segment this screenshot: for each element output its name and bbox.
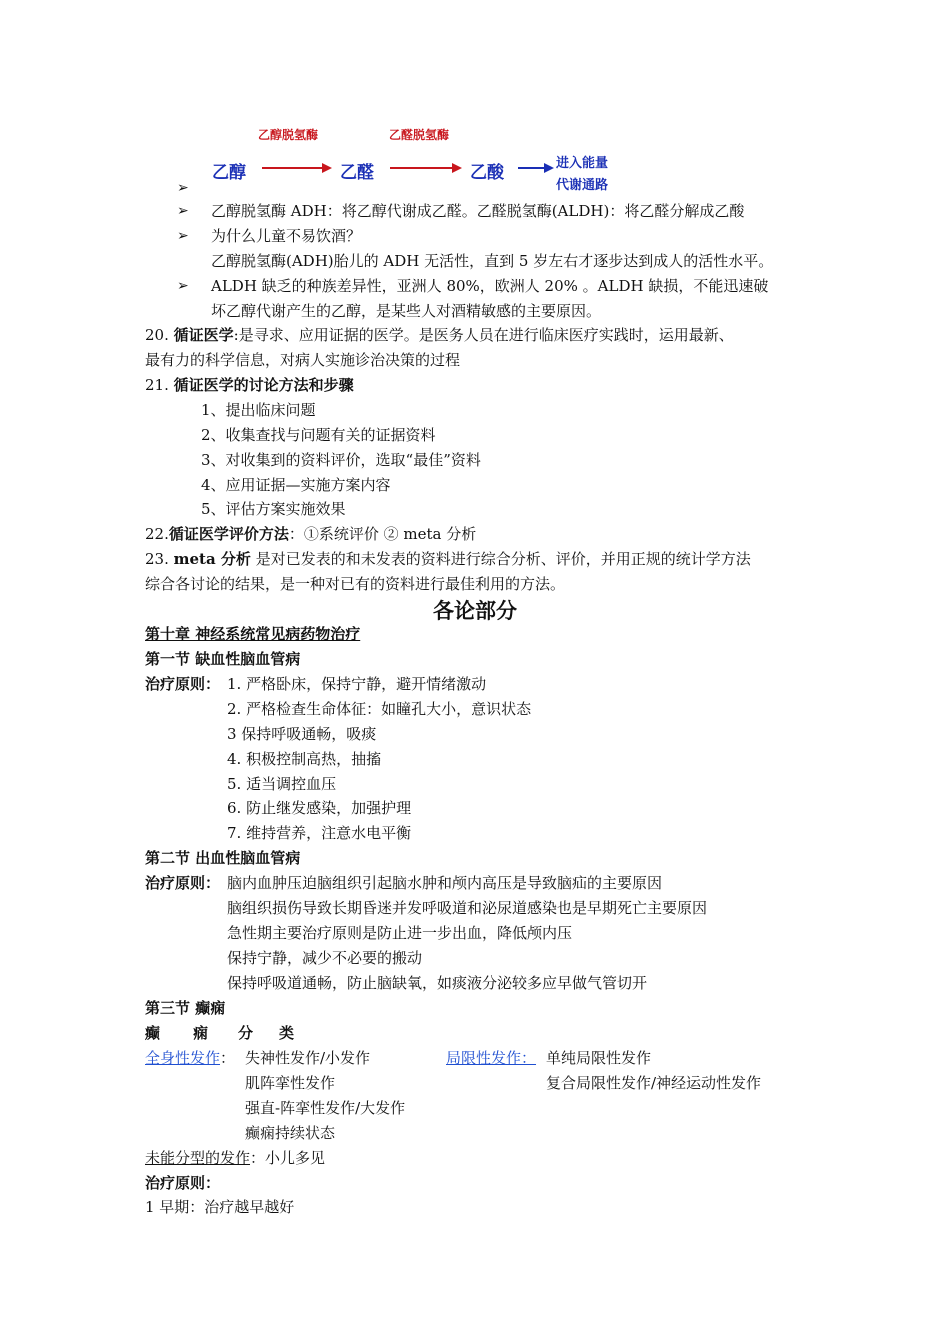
item-21-number: 21. <box>145 376 169 394</box>
item-23-line1 <box>145 549 751 569</box>
general-seizure-link[interactable]: 全身性发作 <box>145 1049 221 1067</box>
unclassified-seizure <box>145 1148 325 1168</box>
section-3-title: 第三节 癫痫 <box>145 999 226 1017</box>
general-seizure-item: 失神性发作/小发作 <box>245 1049 371 1067</box>
partial-seizure-item: 复合局限性发作/神经运动性发作 <box>546 1074 762 1092</box>
item-21-step: 2、收集查找与问题有关的证据资料 <box>201 426 436 444</box>
bullet-text: 坏乙醇代谢产生的乙醇，是某些人对酒精敏感的主要原因。 <box>211 302 602 320</box>
section-1-item: 4. 积极控制高热，抽搐 <box>227 750 382 768</box>
diagram-step-acetaldehyde: 乙醛 <box>340 163 374 183</box>
section-1-item: 6. 防止继发感染，加强护理 <box>227 799 412 817</box>
item-21-heading <box>145 375 354 395</box>
item-20-line2: 最有力的科学信息，对病人实施诊治决策的过程 <box>145 351 461 369</box>
item-21-step: 1、提出临床问题 <box>201 401 316 419</box>
item-23-number: 23. <box>145 550 169 568</box>
partial-seizure-link[interactable]: 局限性发作： <box>446 1049 537 1067</box>
arrow-bullet-icon: ➢ <box>177 228 189 244</box>
bullet-text: 乙醇脱氢酶(ADH)胎儿的 ADH 无活性，直到 5 岁左右才逐步达到成人的活性水平。 <box>211 252 774 270</box>
section-1-title: 第一节 缺血性脑血管病 <box>145 650 301 668</box>
item-22-title: 循证医学评价方法 <box>168 525 289 543</box>
general-seizure-item: 强直-阵挛性发作/大发作 <box>245 1099 406 1117</box>
general-seizure-item: 癫痫持续状态 <box>245 1124 336 1142</box>
item-22-number: 22. <box>145 525 169 543</box>
section-3-treat-label: 治疗原则： <box>145 1174 221 1192</box>
section-1-item: 5. 适当调控血压 <box>227 775 337 793</box>
general-seizure-colon: ： <box>220 1049 236 1067</box>
item-20-number: 20. <box>145 326 169 344</box>
section-2-label: 治疗原则： <box>145 874 221 892</box>
diagram-end-line2: 代谢通路 <box>556 178 609 193</box>
diagram-step-ethanol: 乙醇 <box>212 163 246 183</box>
item-21-step: 4、应用证据—实施方案内容 <box>201 476 391 494</box>
bullet-text: 为什么儿童不易饮酒？ <box>211 227 362 245</box>
arrow-bullet-icon: ➢ <box>177 203 189 219</box>
section-title: 各论部分 <box>433 598 517 623</box>
item-23-term: meta 分析 <box>173 550 251 568</box>
item-20-definition: :是寻求、应用证据的医学。是医务人员在进行临床医疗实践时，运用最新、 <box>233 326 734 344</box>
alcohol-metabolism-diagram <box>200 122 650 198</box>
item-21-step: 5、评估方案实施效果 <box>201 500 346 518</box>
item-20-line1 <box>145 325 734 345</box>
item-21-title: 循证医学的讨论方法和步骤 <box>173 376 354 394</box>
item-20-term: 循证医学 <box>173 326 234 344</box>
section-2-item: 保持宁静，减少不必要的搬动 <box>227 949 423 967</box>
diagram-enzyme-adh: 乙醇脱氢酶 <box>258 128 319 142</box>
section-1-item: 3 保持呼吸通畅，吸痰 <box>227 725 377 743</box>
bullet-text: 乙醇脱氢酶 ADH：将乙醇代谢成乙醛。乙醛脱氢酶(ALDH)：将乙醛分解成乙酸 <box>211 202 745 220</box>
section-1-label: 治疗原则： <box>145 675 221 693</box>
general-seizure-item: 肌阵挛性发作 <box>245 1074 336 1092</box>
general-seizure-label <box>145 1048 235 1068</box>
section-3-treat-first: 1 早期：治疗越早越好 <box>145 1198 295 1216</box>
section-2-title: 第二节 出血性脑血管病 <box>145 849 301 867</box>
classify-char: 癫 <box>145 1024 161 1042</box>
item-21-step: 3、对收集到的资料评价，选取“最佳”资料 <box>201 451 481 469</box>
diagram-step-acetic-acid: 乙酸 <box>470 163 504 183</box>
section-1-item: 2. 严格检查生命体征：如瞳孔大小，意识状态 <box>227 700 532 718</box>
diagram-end-line1: 进入能量 <box>556 156 609 171</box>
diagram-arrow-3 <box>518 160 554 176</box>
section-2-item: 保持呼吸道通畅，防止脑缺氧，如痰液分泌较多应早做气管切开 <box>227 974 648 992</box>
section-1-item: 7. 维持营养，注意水电平衡 <box>227 824 412 842</box>
classify-char: 类 <box>279 1024 295 1042</box>
arrow-bullet-icon: ➢ <box>177 278 189 294</box>
item-22 <box>145 524 476 544</box>
section-1-item: 1. 严格卧床，保持宁静，避开情绪激动 <box>227 675 487 693</box>
classify-char: 分 <box>238 1024 254 1042</box>
bullet-text: ALDH 缺乏的种族差异性，亚洲人 80%，欧洲人 20% 。ALDH 缺损，不能迅速破 <box>211 277 769 295</box>
chapter-heading: 第十章 神经系统常见病药物治疗 <box>145 625 361 643</box>
diagram-enzyme-aldh: 乙醛脱氢酶 <box>389 128 450 142</box>
section-2-item: 脑组织损伤导致长期昏迷并发呼吸道和泌尿道感染也是早期死亡主要原因 <box>227 899 708 917</box>
diagram-arrow-1 <box>262 160 332 176</box>
unclassified-seizure-rest: ：小儿多见 <box>250 1149 326 1167</box>
item-23-definition: 是对已发表的和未发表的资料进行综合分析、评价，并用正规的统计学方法 <box>250 550 751 568</box>
item-23-line2: 综合各讨论的结果，是一种对已有的资料进行最佳利用的方法。 <box>145 575 566 593</box>
diagram-arrow-2 <box>390 160 462 176</box>
item-22-rest: ：①系统评价 ② meta 分析 <box>288 525 477 543</box>
section-2-item: 急性期主要治疗原则是防止进一步出血，降低颅内压 <box>227 924 573 942</box>
classify-char: 痫 <box>193 1024 209 1042</box>
section-2-item: 脑内血肿压迫脑组织引起脑水肿和颅内高压是导致脑疝的主要原因 <box>227 874 663 892</box>
arrow-bullet-icon: ➢ <box>177 180 189 196</box>
unclassified-seizure-label: 未能分型的发作 <box>145 1149 251 1167</box>
partial-seizure-item: 单纯局限性发作 <box>546 1049 652 1067</box>
